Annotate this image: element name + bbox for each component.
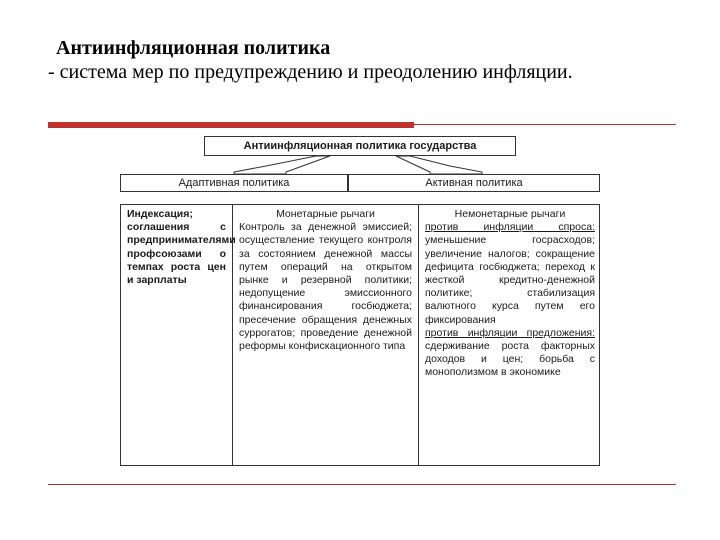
monetary-levers-text: Контроль за денежной эмиссией; осуществление текущего контроля за состоянием денежной массы путем операций на открытом рынке и резервной политики; недопущение эмиссионного финансирования госбюджета; пресечение обращения денежных суррогатов; проведение денежной реформы конфискационного типа: [239, 221, 412, 353]
root-node: Антиинфляционная политика государства: [204, 136, 516, 156]
measures-table: [120, 204, 600, 466]
arrow-left: [234, 156, 330, 174]
policy-diagram: [116, 132, 606, 468]
monetary-levers-column: [233, 205, 419, 465]
slide-title: Антиинфляционная политика: [56, 37, 331, 59]
slide-title-block: [48, 36, 688, 84]
slide-definition: - система мер по предупреждению и преодолению инфляции.: [48, 61, 573, 83]
supply-inflation-measures: сдерживание роста факторных доходов и цен; борьба с монополизмом в экономике: [425, 340, 595, 379]
nonmonetary-levers-heading: Немонетарные рычаги: [454, 208, 566, 220]
top-accent-bar: [48, 122, 414, 128]
supply-inflation-label: против инфляции предложения:: [425, 326, 595, 339]
bottom-divider-line: [48, 484, 676, 485]
arrow-right: [396, 156, 482, 174]
adaptive-policy-node: Адаптивная политика: [120, 174, 348, 192]
adaptive-measures-column: [121, 205, 236, 465]
nonmonetary-levers-column: [419, 205, 601, 465]
active-policy-node: Активная политика: [348, 174, 600, 192]
demand-inflation-label: против инфляции спроса:: [425, 221, 595, 234]
demand-inflation-measures: уменьшение госрасходов; увеличение налогов; сокращение дефицита госбюджета; переход к жесткой кредитно-денежной политике; стабилизация валютного курса путем его фиксирования: [425, 234, 595, 326]
monetary-levers-heading: Монетарные рычаги: [276, 208, 375, 220]
adaptive-measures-text: Индексация; соглашения с предпринимателями профсоюзами о темпах роста цен и зарплаты: [127, 208, 236, 287]
